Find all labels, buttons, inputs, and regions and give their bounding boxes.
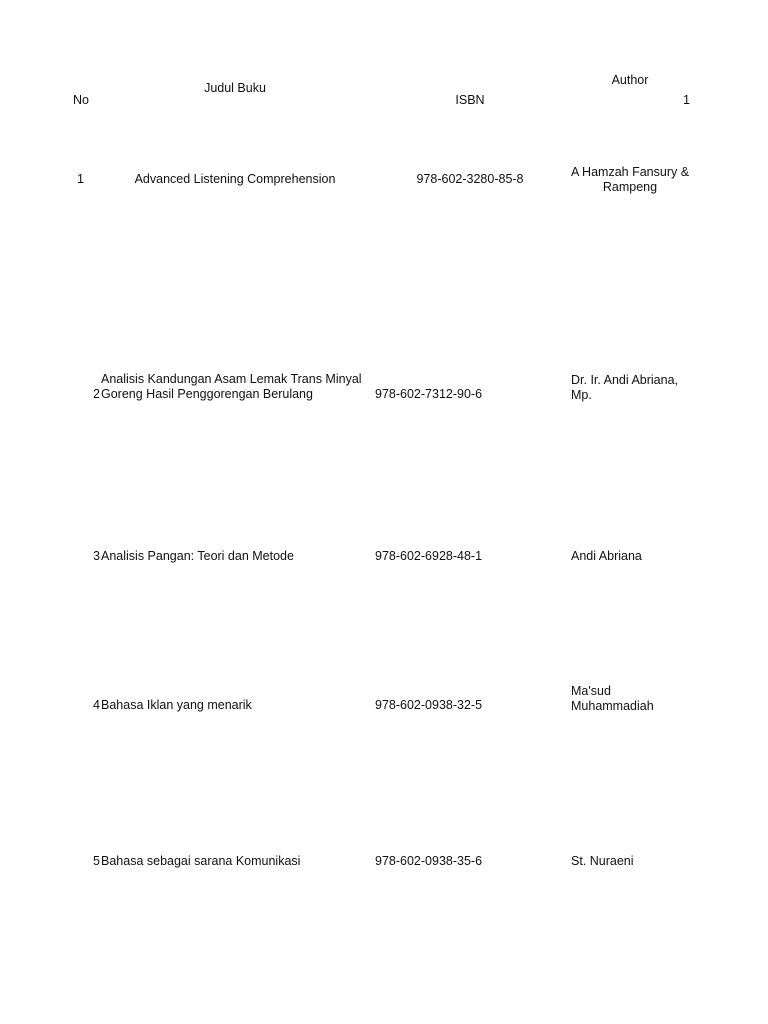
- row-2-no: 2: [93, 387, 100, 401]
- row-2-author-line1: Dr. Ir. Andi Abriana,: [571, 373, 679, 387]
- row-1-author-line1: A Hamzah Fansury &: [570, 165, 690, 179]
- row-1-author-line2: Rampeng: [602, 180, 658, 194]
- row-4-author-line1: Ma'sud: [571, 684, 611, 698]
- row-5-isbn: 978-602-0938-35-6: [375, 854, 483, 868]
- header-title: Judul Buku: [204, 81, 266, 95]
- row-2-author-line2: Mp.: [571, 388, 592, 402]
- row-3-isbn: 978-602-6928-48-1: [375, 549, 483, 563]
- row-2-title-line2: Goreng Hasil Penggorengan Berulang: [101, 387, 313, 401]
- row-3-no: 3: [93, 549, 100, 563]
- row-4-no: 4: [93, 698, 100, 712]
- row-1-isbn: 978-602-3280-85-8: [416, 172, 524, 186]
- row-4-title: Bahasa Iklan yang menarik: [101, 698, 252, 712]
- header-no: No: [73, 93, 89, 107]
- row-3-author: Andi Abriana: [571, 549, 642, 563]
- row-4-author-line2: Muhammadiah: [571, 699, 654, 713]
- row-5-author: St. Nuraeni: [571, 854, 634, 868]
- row-5-title: Bahasa sebagai sarana Komunikasi: [101, 854, 301, 868]
- header-isbn: ISBN: [455, 93, 485, 107]
- row-1-no: 1: [77, 172, 84, 186]
- row-3-title: Analisis Pangan: Teori dan Metode: [101, 549, 294, 563]
- row-2-title-line1: Analisis Kandungan Asam Lemak Trans Minyal: [101, 372, 362, 386]
- header-author-index: 1: [683, 93, 690, 107]
- row-2-isbn: 978-602-7312-90-6: [375, 387, 483, 401]
- row-5-no: 5: [93, 854, 100, 868]
- row-4-isbn: 978-602-0938-32-5: [375, 698, 483, 712]
- row-1-title: Advanced Listening Comprehension: [134, 172, 336, 186]
- header-author: Author: [611, 73, 649, 87]
